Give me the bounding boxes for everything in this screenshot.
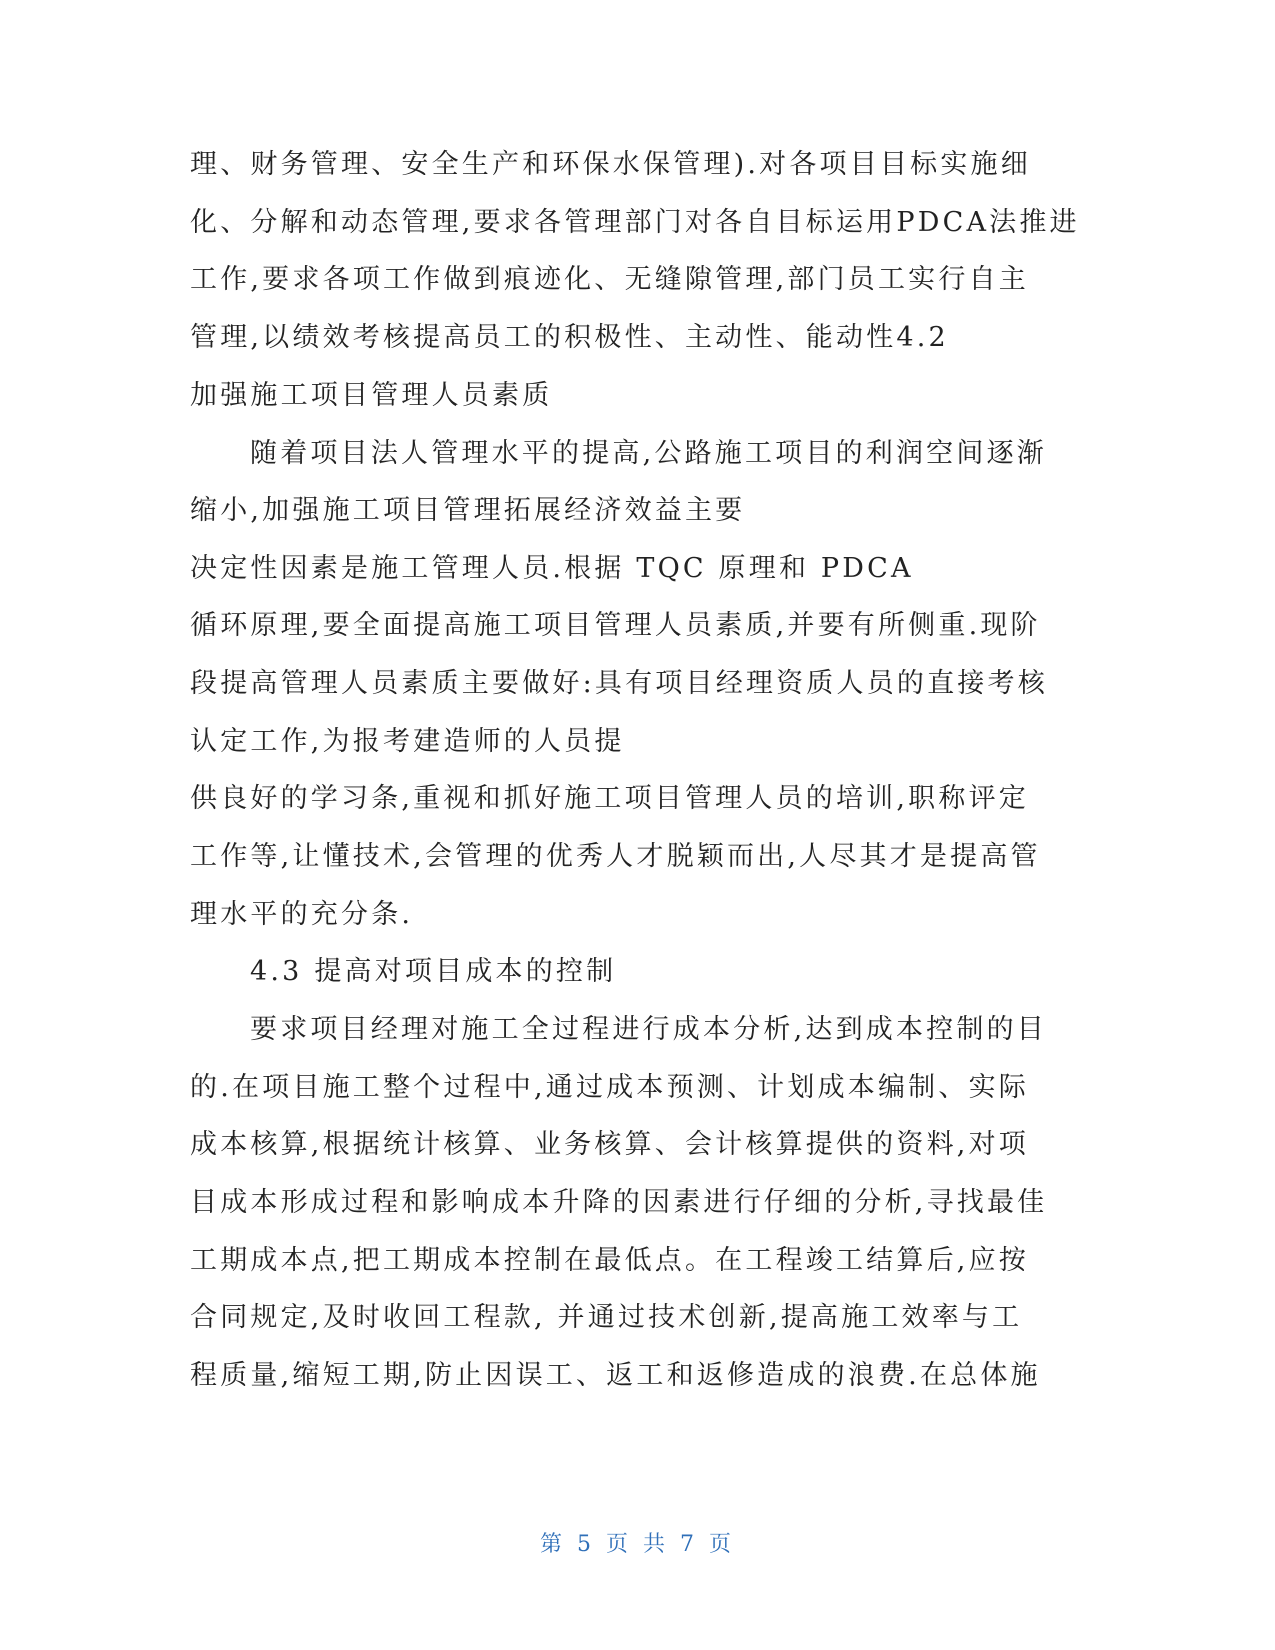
- body-text-line: 段提高管理人员素质主要做好:具有项目经理资质人员的直接考核: [190, 668, 1048, 699]
- paragraph-start-line: 随着项目法人管理水平的提高,公路施工项目的利润空间逐渐: [250, 438, 1047, 469]
- section-heading: 4.3 提高对项目成本的控制: [250, 956, 617, 987]
- body-text-line: 循环原理,要全面提高施工项目管理人员素质,并要有所侧重.现阶: [190, 610, 1041, 641]
- body-text-line: 目成本形成过程和影响成本升降的因素进行仔细的分析,寻找最佳: [190, 1187, 1048, 1218]
- body-text-line: 缩小,加强施工项目管理拓展经济效益主要: [190, 495, 746, 526]
- body-text-line: 管理,以绩效考核提高员工的积极性、主动性、能动性4.2: [190, 322, 949, 353]
- body-text-line: 理水平的充分条.: [190, 899, 414, 930]
- body-text-line: 工作等,让懂技术,会管理的优秀人才脱颖而出,人尽其才是提高管: [190, 841, 1041, 872]
- paragraph-start-line: 要求项目经理对施工全过程进行成本分析,达到成本控制的目: [250, 1014, 1047, 1045]
- body-text-line: 供良好的学习条,重视和抓好施工项目管理人员的培训,职称评定: [190, 783, 1029, 814]
- body-text-line: 程质量,缩短工期,防止因误工、返工和返修造成的浪费.在总体施: [190, 1360, 1041, 1391]
- body-text-line: 化、分解和动态管理,要求各管理部门对各自目标运用PDCA法推进: [190, 207, 1080, 238]
- body-text-line: 工期成本点,把工期成本控制在最低点。在工程竣工结算后,应按: [190, 1245, 1029, 1276]
- section-heading: 加强施工项目管理人员素质: [190, 380, 553, 411]
- body-text-line: 理、财务管理、安全生产和环保水保管理).对各项目目标实施细: [190, 149, 1031, 180]
- body-text-line: 的.在项目施工整个过程中,通过成本预测、计划成本编制、实际: [190, 1072, 1029, 1103]
- body-text-line: 成本核算,根据统计核算、业务核算、会计核算提供的资料,对项: [190, 1129, 1029, 1160]
- body-text-line: 合同规定,及时收回工程款, 并通过技术创新,提高施工效率与工: [190, 1302, 1023, 1333]
- body-text-line: 认定工作,为报考建造师的人员提: [190, 726, 625, 757]
- body-text-line: 工作,要求各项工作做到痕迹化、无缝隙管理,部门员工实行自主: [190, 264, 1029, 295]
- body-text-line: 决定性因素是施工管理人员.根据 TQC 原理和 PDCA: [190, 553, 914, 584]
- page-number-footer: 第 5 页 共 7 页: [540, 1532, 735, 1557]
